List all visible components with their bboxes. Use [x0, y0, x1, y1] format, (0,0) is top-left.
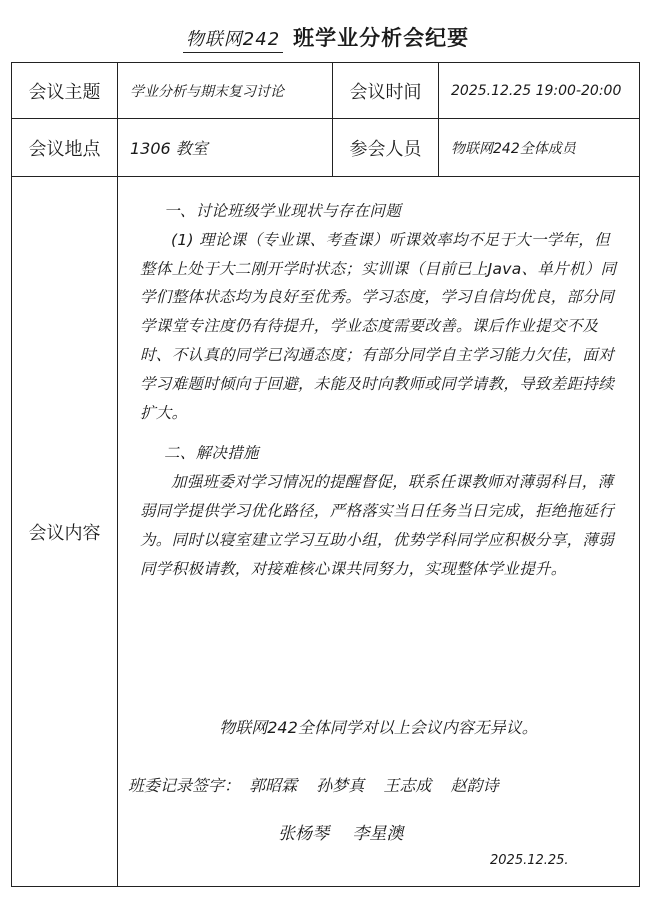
- signature-name: 赵韵诗: [450, 776, 499, 795]
- section1-heading: 一、讨论班级学业现状与存在问题: [164, 202, 402, 220]
- minutes-table: [11, 62, 640, 887]
- signature-line-1: [128, 773, 639, 796]
- signature-label: 班委记录签字：: [128, 776, 241, 795]
- signature-line-2: [278, 819, 639, 844]
- time-label: 会议时间: [333, 63, 439, 119]
- section2-paragraph: 加强班委对学习情况的提醒督促，联系任课教师对薄弱科目，薄弱同学提供学习优化路径，严格落实当日任务当日完成，拒绝拖延行为。同时以寝室建立学习互助小组，优势学科同学应积极分享，薄弱同学积极请教，对接难核心课共同努力，实现整体学业提升。: [140, 473, 615, 578]
- place-value: 1306 教室: [118, 119, 333, 177]
- topic-label: 会议主题: [12, 63, 118, 119]
- meeting-content: [118, 177, 639, 583]
- title-text: 班学业分析会纪要: [293, 25, 470, 50]
- signature-name: 郭昭霖: [249, 776, 298, 795]
- content-label: 会议内容: [12, 177, 118, 887]
- topic-value: 学业分析与期末复习讨论: [118, 63, 333, 119]
- signature-name: 王志成: [383, 776, 432, 795]
- document-title: [0, 22, 652, 53]
- attendees-value: 物联网242全体成员: [439, 119, 640, 177]
- content-cell: [118, 177, 640, 887]
- attendees-label: 参会人员: [333, 119, 439, 177]
- place-label: 会议地点: [12, 119, 118, 177]
- section1-paragraph: (1) 理论课（专业课、考查课）听课效率均不足于大一学年，但整体上处于大二刚开学时状态；实训课（目前已上Java、单片机）同学们整体状态均为良好至优秀。学习态度，学习自信均优良，部分同学课堂专注度仍有待提升，学业态度需要改善。课后作业提交不及时、不认真的同学已沟通态度；有部分同学自主学习能力欠佳，面对学习难题时倾向于回避，未能及时向教师或同学请教，导致差距持续扩大。: [140, 230, 617, 422]
- signature-name: 李星澳: [352, 824, 404, 844]
- class-name: 物联网242: [183, 25, 283, 53]
- time-value: 2025.12.25 19:00-20:00: [439, 63, 640, 119]
- signature-name: 孙梦真: [316, 776, 365, 795]
- signature-date: 2025.12.25.: [490, 853, 569, 868]
- confirmation-statement: 物联网242全体同学对以上会议内容无异议。: [219, 718, 538, 737]
- section2-heading: 二、解决措施: [164, 444, 259, 463]
- signature-name: 张杨琴: [278, 824, 329, 844]
